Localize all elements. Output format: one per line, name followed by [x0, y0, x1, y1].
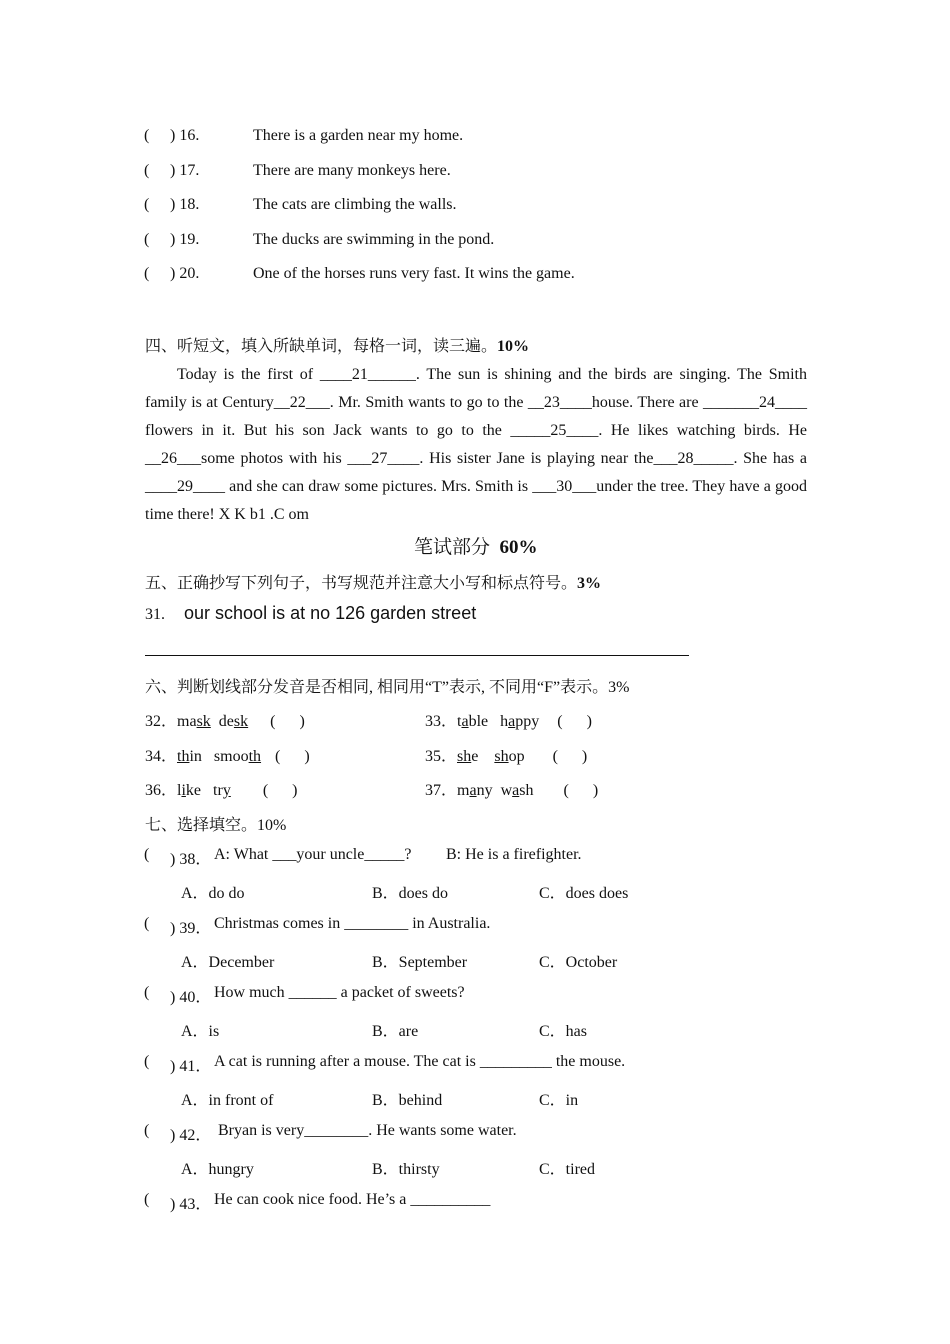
question-number: ) 39． — [170, 920, 212, 937]
question-text: How much ______ a packet of sweets? — [214, 984, 465, 1001]
option-a[interactable]: A．is — [181, 1023, 220, 1040]
question-number: ) 38． — [170, 851, 212, 868]
answer-paren[interactable]: ( — [144, 846, 150, 863]
question-text: There is a garden near my home. — [253, 127, 464, 144]
answer-blank[interactable]: ( ) — [563, 782, 599, 799]
option-a[interactable]: A．December — [181, 954, 275, 971]
answer-blank[interactable]: ( ) — [275, 748, 310, 765]
question-text: The cats are climbing the walls. — [253, 196, 457, 213]
answer-paren[interactable]: ( — [144, 1191, 150, 1208]
phonics-item-36: 36．like try ( ) — [145, 782, 298, 799]
question-number: ) 18. — [170, 196, 200, 213]
question-number: ) 41． — [170, 1058, 212, 1075]
phonics-item-34: 34．thin smooth ( ) — [145, 748, 310, 765]
answer-blank[interactable]: ( ) — [262, 782, 298, 799]
question-number: ) 19. — [170, 231, 200, 248]
section7-heading: 七、选择填空。10% — [145, 817, 287, 834]
question-number: ) 16. — [170, 127, 200, 144]
question-number: ) 40． — [170, 989, 212, 1006]
option-b[interactable]: B．are — [372, 1023, 419, 1040]
option-c[interactable]: C．tired — [539, 1161, 595, 1178]
listening-passage: Today is the first of ____21______. The sun is shining and the birds are singing. The Smith family is at Century__22___. Mr. Smith wants to go to the __23____house. There are _______24____ flowers in it. But his son Jack wants to go to the _____25____. He likes watching birds. He __26___some photos with his ___27____. His sister Jane is playing near the___28_____. She has a ____29____ and she can draw some pictures. Mrs. Smith is ___30___under the tree. They have a good time there! X K b1 .C om — [145, 366, 807, 523]
answer-paren: ( — [144, 127, 150, 144]
option-c[interactable]: C．has — [539, 1023, 588, 1040]
answer-paren: ( — [144, 265, 150, 282]
option-c[interactable]: C．does does — [539, 885, 629, 902]
phonics-item-37: 37．many wash ( ) — [425, 782, 599, 799]
answer-paren: ( — [144, 196, 150, 213]
question-text: Bryan is very________. He wants some water. — [214, 1122, 517, 1139]
question-number: ) 20. — [170, 265, 200, 282]
question-text: One of the horses runs very fast. It wins the game. — [253, 265, 575, 282]
question-text: The ducks are swimming in the pond. — [253, 231, 495, 248]
question-text: Christmas comes in ________ in Australia. — [214, 915, 491, 932]
answer-blank[interactable]: ( ) — [270, 713, 305, 730]
option-a[interactable]: A．hungry — [181, 1161, 254, 1178]
phonics-item-35: 35．she shop ( ) — [425, 748, 588, 765]
question-text: A cat is running after a mouse. The cat is _________ the mouse. — [214, 1053, 626, 1070]
question-text-answer: B: He is a firefighter. — [446, 846, 582, 863]
question-text: He can cook nice food. He’s a __________ — [214, 1191, 491, 1208]
written-part-title: 笔试部分 60% — [414, 537, 538, 558]
option-a[interactable]: A．in front of — [181, 1092, 274, 1109]
question-number: ) 42． — [170, 1127, 212, 1144]
option-c[interactable]: C．in — [539, 1092, 579, 1109]
option-a[interactable]: A．do do — [181, 885, 245, 902]
answer-paren[interactable]: ( — [144, 984, 150, 1001]
question-text: There are many monkeys here. — [253, 162, 451, 179]
answer-paren: ( — [144, 162, 150, 179]
section4-heading: 四、听短文，填入所缺单词，每格一词，读三遍。10% — [145, 338, 530, 355]
section5-heading: 五、正确抄写下列句子，书写规范并注意大小写和标点符号。3% — [145, 575, 602, 592]
copy-question-31: 31. our school is at no 126 garden street — [145, 603, 477, 623]
section6-heading: 六、判断划线部分发音是否相同, 相同用“T”表示, 不同用“F”表示。3% — [145, 679, 630, 696]
option-b[interactable]: B．behind — [372, 1092, 443, 1109]
phonics-item-32: 32．mask desk ( ) — [145, 713, 305, 730]
writing-line[interactable] — [145, 655, 689, 656]
question-number: ) 17. — [170, 162, 200, 179]
answer-paren[interactable]: ( — [144, 1053, 150, 1070]
question-text: A: What ___your uncle_____? — [214, 846, 412, 863]
option-b[interactable]: B．September — [372, 954, 468, 971]
answer-blank[interactable]: ( ) — [552, 748, 588, 765]
option-b[interactable]: B．does do — [372, 885, 449, 902]
option-c[interactable]: C．October — [539, 954, 618, 971]
answer-paren[interactable]: ( — [144, 1122, 150, 1139]
answer-paren: ( — [144, 231, 150, 248]
question-number: ) 43． — [170, 1196, 212, 1213]
phonics-item-33: 33．table happy ( ) — [425, 713, 592, 730]
answer-blank[interactable]: ( ) — [557, 713, 592, 730]
answer-paren[interactable]: ( — [144, 915, 150, 932]
option-b[interactable]: B．thirsty — [372, 1161, 440, 1178]
